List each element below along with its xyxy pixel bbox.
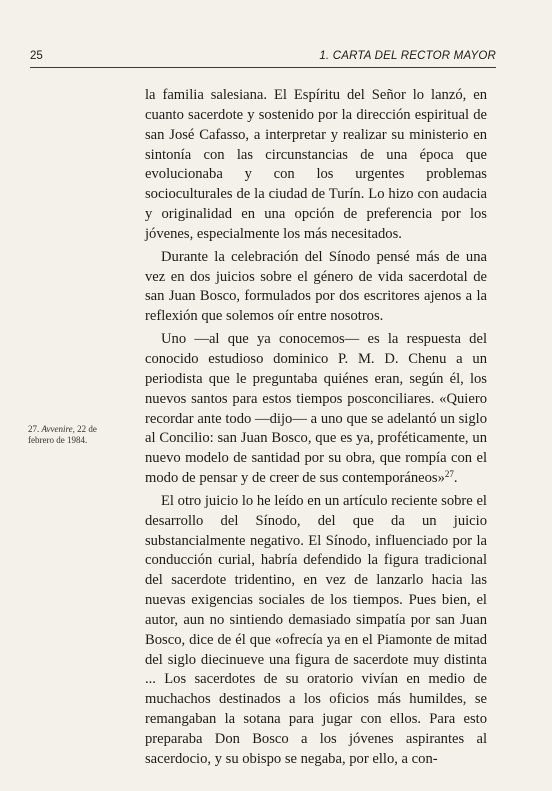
page-header — [30, 49, 496, 68]
main-text — [145, 86, 487, 770]
paragraph-4: El otro juicio lo he leído en un artículo reciente sobre el desarrollo del Sínodo, del que da un juicio substancialmente negativo. El Sínodo, influenciado por la conducción curial, habría defendido la figura tradicional del sacerdote tridentino, en vez de lanzarlo hacia las nuevas exigencias sociales de los tiempos. Pues bien, el autor, aun no sintiendo demasiado simpatía por san Juan Bosco, dice de él que «ofrecía ya en el Piamonte de mitad del siglo diecinueve una figura de sacerdote muy distinta ... Los sacerdotes de su oratorio vivían en medio de muchachos destinados a los oficios más humildes, se remangaban la sotana para jugar con ellos. Para esto preparaba Don Bosco a los jóvenes aspirantes al sacerdocio, y su obispo se negaba, por ello, a con- — [145, 492, 487, 767]
footnote-source: Avvenire, — [41, 424, 75, 434]
footnote-number: 27. — [28, 424, 40, 434]
paragraph-1: la familia salesiana. El Espíritu del Señor lo lanzó, en cuanto sacerdote y sostenido por la dirección espiritual de san José Cafasso, a interpretar y realizar su ministerio en sintonía con las circunstancias de una época que evolucionaba y con los urgentes problemas socioculturales de la ciudad de Turín. Lo hizo con audacia y originalidad en una opción de preferencia por los jóvenes, especialmente los más necesitados. — [145, 87, 487, 242]
paragraph-3 — [145, 330, 487, 489]
paragraph-3-end: . — [453, 470, 458, 487]
paragraph-2: Durante la celebración del Sínodo pensé más de una vez en dos juicios sobre el género de vida sacerdotal de san Juan Bosco, formulados por dos escritores ajenos a la reflexión que solemos oír entre nosotros. — [145, 248, 487, 325]
running-head: 1. CARTA DEL RECTOR MAYOR — [319, 50, 496, 62]
footnote-reference-27: 27 — [444, 469, 454, 480]
margin-footnote — [28, 424, 110, 446]
page-number: 25 — [30, 50, 43, 62]
paragraph-3-text: Uno —al que ya conocemos— es la respuesta del conocido estudioso dominico P. M. D. Chenu a un periodista que le preguntaba quiénes eran, según él, los nuevos santos para estos tiempos posconciliares. «Quiero recordar ante todo —dijo— a uno que se adelantó un siglo al Concilio: san Juan Bosco, que es ya, proféticamente, un nuevo modelo de santidad por su obra, que rompía con el modo de pensar y de creer de sus contemporáneos» — [145, 331, 487, 487]
footnote-date: 22 de febrero de 1984. — [28, 424, 97, 445]
